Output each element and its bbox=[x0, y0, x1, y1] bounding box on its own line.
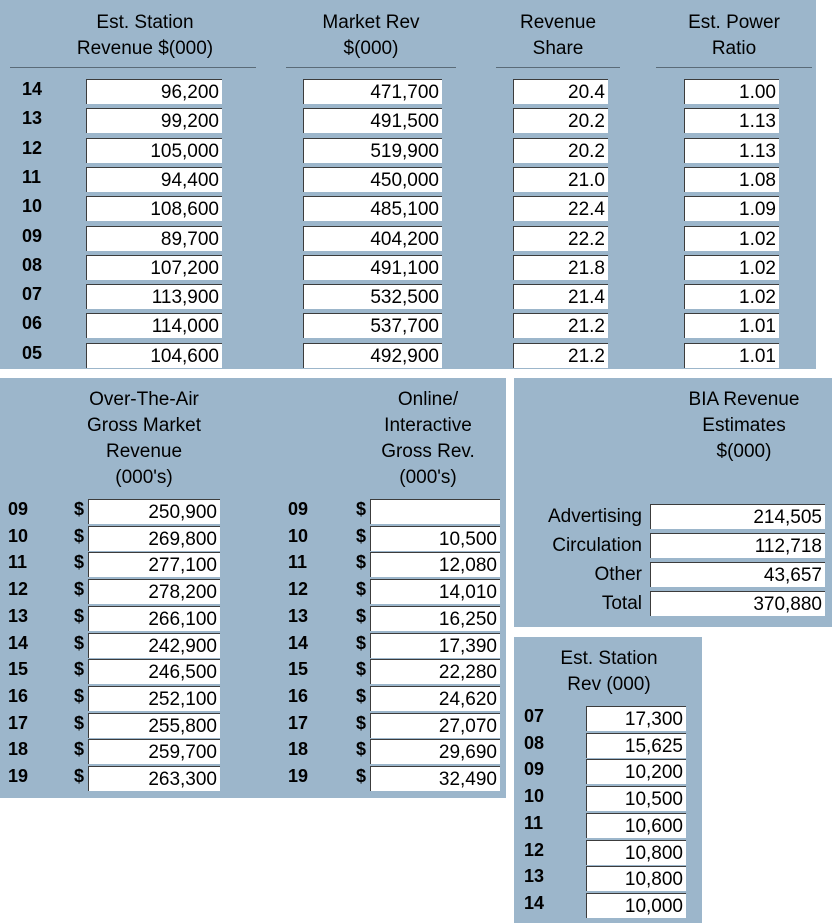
ota-revenue-header: Over-The-Air Gross Market Revenue (000's) bbox=[86, 389, 202, 488]
revenue-share-field[interactable]: 20.4 bbox=[513, 79, 608, 104]
station-rev-small-panel bbox=[514, 637, 702, 923]
year-label: 11 bbox=[524, 812, 544, 833]
revenue-share-field[interactable]: 21.0 bbox=[513, 167, 608, 192]
year-label: 16 bbox=[8, 685, 29, 706]
currency-label: $ bbox=[74, 766, 85, 786]
ota-revenue-field[interactable]: 246,500 bbox=[88, 659, 220, 684]
station-rev-field[interactable]: 10,600 bbox=[586, 813, 686, 838]
ota-revenue-field[interactable]: 259,700 bbox=[88, 739, 220, 764]
bia-estimate-field[interactable]: 112,718 bbox=[650, 533, 825, 558]
market-revenue-field[interactable]: 491,500 bbox=[303, 108, 442, 133]
currency-label: $ bbox=[356, 739, 367, 760]
year-label: 12 bbox=[22, 137, 43, 158]
online-revenue-field[interactable]: 16,250 bbox=[370, 606, 500, 631]
year-label: 05 bbox=[22, 342, 43, 363]
currency-label: $ bbox=[356, 712, 367, 733]
ota-revenue-field[interactable]: 263,300 bbox=[88, 766, 220, 791]
station-revenue-panel bbox=[0, 0, 816, 369]
currency-label: $ bbox=[74, 605, 85, 626]
online-revenue-field[interactable]: 29,690 bbox=[370, 739, 500, 764]
station-rev-field[interactable]: 17,300 bbox=[586, 706, 686, 731]
power-ratio-field[interactable]: 1.08 bbox=[684, 167, 779, 192]
power-ratio-field[interactable]: 1.00 bbox=[684, 79, 779, 104]
currency-label: $ bbox=[74, 552, 85, 573]
currency-label: $ bbox=[356, 499, 367, 519]
currency-label: $ bbox=[74, 632, 85, 653]
year-label: 14 bbox=[22, 79, 43, 99]
station-revenue-header: Est. Station Revenue $(000) bbox=[76, 12, 214, 59]
currency-label: $ bbox=[356, 632, 367, 653]
bia-row-label: Total bbox=[601, 593, 642, 614]
ota-revenue-field[interactable]: 255,800 bbox=[88, 713, 220, 738]
ota-revenue-field[interactable]: 252,100 bbox=[88, 686, 220, 711]
revenue-share-field[interactable]: 22.2 bbox=[513, 226, 608, 251]
currency-label: $ bbox=[74, 685, 85, 706]
ota-revenue-field[interactable]: 250,900 bbox=[88, 499, 220, 524]
year-label: 07 bbox=[524, 706, 545, 726]
year-label: 17 bbox=[288, 712, 309, 733]
year-label: 18 bbox=[8, 739, 29, 760]
year-label: 09 bbox=[524, 759, 545, 780]
currency-label: $ bbox=[356, 579, 367, 600]
currency-label: $ bbox=[74, 579, 85, 600]
currency-label: $ bbox=[74, 659, 85, 680]
revenue-share-field[interactable]: 22.4 bbox=[513, 196, 608, 221]
header-rule bbox=[496, 67, 620, 68]
power-ratio-field[interactable]: 1.01 bbox=[684, 313, 779, 338]
year-label: 13 bbox=[524, 866, 545, 887]
power-ratio-header: Est. Power Ratio bbox=[688, 12, 780, 59]
power-ratio-field[interactable]: 1.02 bbox=[684, 226, 779, 251]
online-revenue-field[interactable]: 22,280 bbox=[370, 659, 500, 684]
online-revenue-field[interactable] bbox=[370, 499, 500, 524]
currency-label: $ bbox=[74, 712, 85, 733]
year-label: 13 bbox=[288, 605, 309, 626]
year-label: 11 bbox=[8, 552, 28, 573]
year-label: 15 bbox=[288, 659, 309, 680]
bia-estimates-panel bbox=[514, 378, 832, 627]
online-revenue-field[interactable]: 10,500 bbox=[370, 526, 500, 551]
revenue-share-field[interactable]: 21.2 bbox=[513, 313, 608, 338]
bia-row-label: Circulation bbox=[552, 535, 642, 556]
bia-estimate-field[interactable]: 214,505 bbox=[650, 504, 825, 529]
gross-revenue-panel bbox=[0, 378, 506, 798]
year-label: 13 bbox=[22, 108, 43, 129]
year-label: 15 bbox=[8, 659, 29, 680]
year-label: 11 bbox=[22, 166, 42, 187]
header-rule bbox=[286, 67, 456, 68]
online-revenue-field[interactable]: 17,390 bbox=[370, 633, 500, 658]
power-ratio-field[interactable]: 1.01 bbox=[684, 343, 779, 368]
bia-row-label: Advertising bbox=[548, 506, 642, 527]
currency-label: $ bbox=[74, 739, 85, 760]
station-rev-field[interactable]: 10,800 bbox=[586, 866, 686, 891]
year-label: 19 bbox=[288, 766, 309, 786]
station-revenue-field[interactable]: 105,000 bbox=[86, 138, 222, 163]
year-label: 12 bbox=[8, 579, 29, 600]
station-revenue-field[interactable]: 108,600 bbox=[86, 196, 222, 221]
online-revenue-field[interactable]: 24,620 bbox=[370, 686, 500, 711]
bia-estimate-field[interactable]: 43,657 bbox=[650, 562, 825, 587]
bia-row-label: Other bbox=[594, 564, 642, 585]
ota-revenue-field[interactable]: 242,900 bbox=[88, 633, 220, 658]
year-label: 14 bbox=[524, 892, 545, 913]
header-rule bbox=[10, 67, 256, 68]
power-ratio-field[interactable]: 1.13 bbox=[684, 138, 779, 163]
online-revenue-field[interactable]: 12,080 bbox=[370, 552, 500, 577]
year-label: 12 bbox=[288, 579, 309, 600]
station-rev-field[interactable]: 10,200 bbox=[586, 759, 686, 784]
station-revenue-field[interactable]: 96,200 bbox=[86, 79, 222, 104]
market-revenue-field[interactable]: 491,100 bbox=[303, 255, 442, 280]
revenue-share-header: Revenue Share bbox=[519, 12, 597, 59]
station-rev-field[interactable]: 10,800 bbox=[586, 840, 686, 865]
year-label: 19 bbox=[8, 766, 29, 786]
currency-label: $ bbox=[74, 525, 85, 546]
station-revenue-field[interactable]: 107,200 bbox=[86, 255, 222, 280]
year-label: 13 bbox=[8, 605, 29, 626]
power-ratio-field[interactable]: 1.09 bbox=[684, 196, 779, 221]
revenue-share-field[interactable]: 20.2 bbox=[513, 138, 608, 163]
year-label: 09 bbox=[22, 225, 43, 246]
year-label: 09 bbox=[8, 499, 29, 519]
station-revenue-field[interactable]: 114,000 bbox=[86, 313, 222, 338]
year-label: 16 bbox=[288, 685, 309, 706]
station-rev-field[interactable]: 15,625 bbox=[586, 733, 686, 758]
currency-label: $ bbox=[356, 659, 367, 680]
year-label: 14 bbox=[288, 632, 309, 653]
station-revenue-field[interactable]: 94,400 bbox=[86, 167, 222, 192]
online-revenue-field[interactable]: 32,490 bbox=[370, 766, 500, 791]
revenue-share-field[interactable]: 21.4 bbox=[513, 284, 608, 309]
year-label: 10 bbox=[524, 786, 545, 807]
year-label: 14 bbox=[8, 632, 29, 653]
currency-label: $ bbox=[356, 766, 367, 786]
online-revenue-field[interactable]: 27,070 bbox=[370, 713, 500, 738]
ota-revenue-field[interactable]: 266,100 bbox=[88, 606, 220, 631]
year-label: 18 bbox=[288, 739, 309, 760]
year-label: 09 bbox=[288, 499, 309, 519]
currency-label: $ bbox=[356, 685, 367, 706]
currency-label: $ bbox=[356, 525, 367, 546]
year-label: 06 bbox=[22, 313, 43, 334]
revenue-share-field[interactable]: 21.8 bbox=[513, 255, 608, 280]
year-label: 10 bbox=[22, 196, 43, 217]
currency-label: $ bbox=[356, 605, 367, 626]
year-label: 10 bbox=[288, 525, 309, 546]
ota-revenue-field[interactable]: 269,800 bbox=[88, 526, 220, 551]
year-label: 10 bbox=[8, 525, 29, 546]
market-revenue-field[interactable]: 404,200 bbox=[303, 226, 442, 251]
year-label: 11 bbox=[288, 552, 308, 573]
market-revenue-field[interactable]: 519,900 bbox=[303, 138, 442, 163]
currency-label: $ bbox=[356, 552, 367, 573]
online-revenue-header: Online/ Interactive Gross Rev. (000's) bbox=[381, 389, 475, 488]
market-revenue-field[interactable]: 532,500 bbox=[303, 284, 442, 309]
power-ratio-field[interactable]: 1.02 bbox=[684, 255, 779, 280]
bia-estimate-field[interactable]: 370,880 bbox=[650, 591, 825, 616]
station-revenue-field[interactable]: 104,600 bbox=[86, 343, 222, 368]
power-ratio-field[interactable]: 1.02 bbox=[684, 284, 779, 309]
online-revenue-field[interactable]: 14,010 bbox=[370, 579, 500, 604]
station-revenue-field[interactable]: 99,200 bbox=[86, 108, 222, 133]
market-revenue-field[interactable]: 537,700 bbox=[303, 313, 442, 338]
revenue-share-field[interactable]: 21.2 bbox=[513, 343, 608, 368]
year-label: 17 bbox=[8, 712, 29, 733]
power-ratio-field[interactable]: 1.13 bbox=[684, 108, 779, 133]
header-rule bbox=[656, 67, 812, 68]
market-revenue-field[interactable]: 492,900 bbox=[303, 343, 442, 368]
ota-revenue-field[interactable]: 277,100 bbox=[88, 552, 220, 577]
year-label: 08 bbox=[22, 254, 43, 275]
station-rev-small-header: Est. Station Rev (000) bbox=[560, 648, 658, 695]
station-rev-field[interactable]: 10,500 bbox=[586, 786, 686, 811]
market-revenue-field[interactable]: 450,000 bbox=[303, 167, 442, 192]
year-label: 12 bbox=[524, 839, 545, 860]
market-revenue-field[interactable]: 471,700 bbox=[303, 79, 442, 104]
bia-estimates-header: BIA Revenue Estimates $(000) bbox=[688, 389, 800, 462]
currency-label: $ bbox=[74, 499, 85, 519]
station-revenue-field[interactable]: 113,900 bbox=[86, 284, 222, 309]
ota-revenue-field[interactable]: 278,200 bbox=[88, 579, 220, 604]
market-revenue-field[interactable]: 485,100 bbox=[303, 196, 442, 221]
revenue-share-field[interactable]: 20.2 bbox=[513, 108, 608, 133]
year-label: 07 bbox=[22, 284, 43, 305]
station-revenue-field[interactable]: 89,700 bbox=[86, 226, 222, 251]
station-rev-field[interactable]: 10,000 bbox=[586, 893, 686, 918]
year-label: 08 bbox=[524, 732, 545, 753]
market-rev-header: Market Rev $(000) bbox=[322, 12, 420, 59]
